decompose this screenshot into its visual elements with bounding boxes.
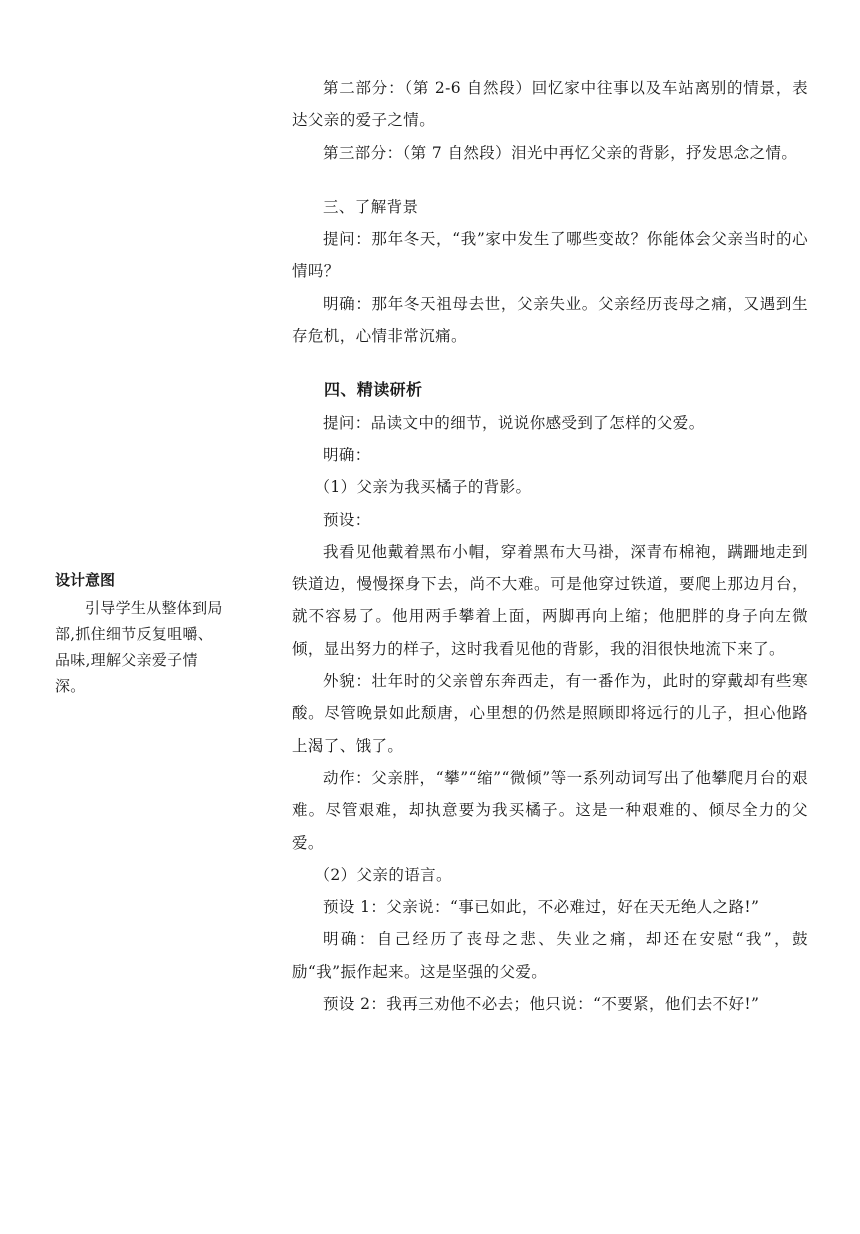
spacer — [292, 352, 808, 374]
item-one-quote: 我看见他戴着黑布小帽，穿着黑布大马褂，深青布棉袍，蹒跚地走到铁道边，慢慢探身下去，尚不大难。可是他穿过铁道，要爬上那边月台，就不容易了。他用两手攀着上面，两脚再向上缩；他肥胖的身子向左微倾，显出努力的样子，这时我看见他的背影，我的泪很快地流下来了。 — [292, 542, 808, 658]
section-three-answer: 明确：那年冬天祖母去世，父亲失业。父亲经历丧母之痛，又遇到生存危机，心情非常沉痛。 — [292, 294, 808, 346]
section-four-question: 提问：品读文中的细节，说说你感受到了怎样的父爱。 — [323, 413, 705, 432]
item-two-preset-one: 预设 1：父亲说：“事已如此，不必难过，好在天无绝人之路!” — [323, 898, 760, 917]
item-two-title: （2）父亲的语言。 — [314, 865, 452, 884]
section-three-question: 提问：那年冬天，“我”家中发生了哪些变故？你能体会父亲当时的心情吗？ — [292, 230, 808, 281]
lesson-main-content — [292, 72, 808, 1020]
section-three-heading: 三、了解背景 — [323, 197, 419, 216]
part-two-paragraph: 第二部分：（第 2-6 自然段）回忆家中往事以及车站离别的情景，表达父亲的爱子之情。 — [292, 79, 808, 130]
design-intent-title: 设计意图 — [55, 571, 116, 589]
section-four-heading: 四、精读研析 — [324, 380, 423, 400]
item-one-appearance: 外貌：壮年时的父亲曾东奔西走，有一番作为，此时的穿戴却有些寒酸。尽管晚景如此颓唐，心里想的仍然是照顾即将远行的儿子，担心他路上渴了、饿了。 — [292, 672, 808, 755]
design-intent-body: 引导学生从整体到局部,抓住细节反复咀嚼、品味,理解父亲爱子情深。 — [55, 599, 223, 695]
item-one-action: 动作：父亲胖，“攀”“缩”“微倾”等一系列动词写出了他攀爬月台的艰难。尽管艰难，却执意要为我买橘子。这是一种艰难的、倾尽全力的父爱。 — [292, 768, 808, 852]
part-three-paragraph: 第三部分：（第 7 自然段）泪光中再忆父亲的背影，抒发思念之情。 — [323, 143, 798, 162]
item-one-title: （1）父亲为我买橘子的背影。 — [314, 478, 532, 497]
item-two-preset-two: 预设 2：我再三劝他不必去；他只说：“不要紧，他们去不好!” — [323, 995, 760, 1014]
section-four-answer-label: 明确： — [323, 445, 371, 464]
design-intent-sidebar — [55, 568, 225, 699]
item-two-answer-one: 明确：自己经历了丧母之悲、失业之痛，却还在安慰“我”，鼓励“我”振作起来。这是坚强的父爱。 — [292, 930, 808, 981]
spacer — [292, 169, 808, 191]
item-one-preset-label: 预设： — [323, 510, 371, 529]
